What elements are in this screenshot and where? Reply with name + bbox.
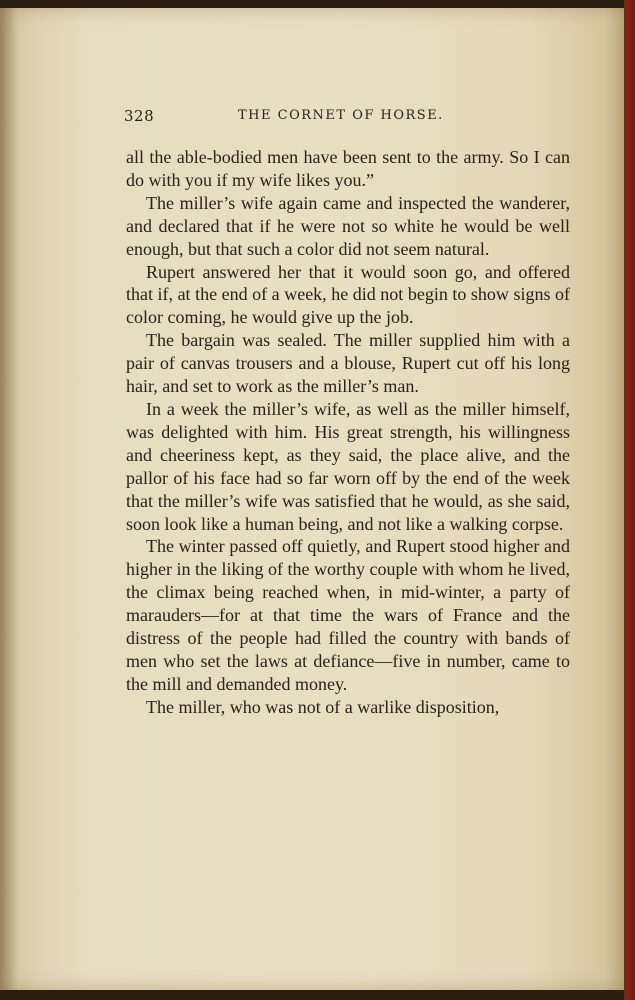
paragraph: The miller’s wife again came and inspected the wanderer, and declared that if he were not so white he would be well enough, but that such a color did not seem natural. [126, 192, 570, 259]
book-cover-edge [624, 0, 635, 1000]
paragraph: In a week the miller’s wife, as well as the miller himself, was delighted with him. His great strength, his willingness and cheeriness kept, as they said, the place alive, and the pallor of his face had so far worn off by the end of the week that the miller’s wife was satisfied that he would, as she said, soon look like a human being, and not like a walking corpse. [126, 398, 570, 534]
body-text [126, 146, 570, 719]
running-title: THE CORNET OF HORSE. [238, 108, 444, 123]
paragraph: The winter passed off quietly, and Rupert stood higher and higher in the liking of the worthy couple with whom he lived, the climax being reached when, in mid-winter, a party of marauders—for at that time the wars of France and the distress of the people had filled the country with bands of men who set the laws at defiance—five in number, came to the mill and demanded money. [126, 536, 570, 694]
paragraph: The miller, who was not of a warlike disposition, [146, 696, 500, 717]
paragraph: Rupert answered her that it would soon go, and offered that if, at the end of a week, he did not begin to show signs of color coming, he would give up the job. [126, 261, 570, 328]
page-number: 328 [124, 107, 155, 125]
paragraph: all the able-bodied men have been sent to the army. So I can do with you if my wife likes you.” [126, 147, 570, 190]
paragraph: The bargain was sealed. The miller supplied him with a pair of canvas trousers and a blouse, Rupert cut off his long hair, and set to work as the miller’s man. [126, 330, 570, 397]
gutter-shadow [0, 8, 18, 990]
page-header [124, 107, 470, 127]
